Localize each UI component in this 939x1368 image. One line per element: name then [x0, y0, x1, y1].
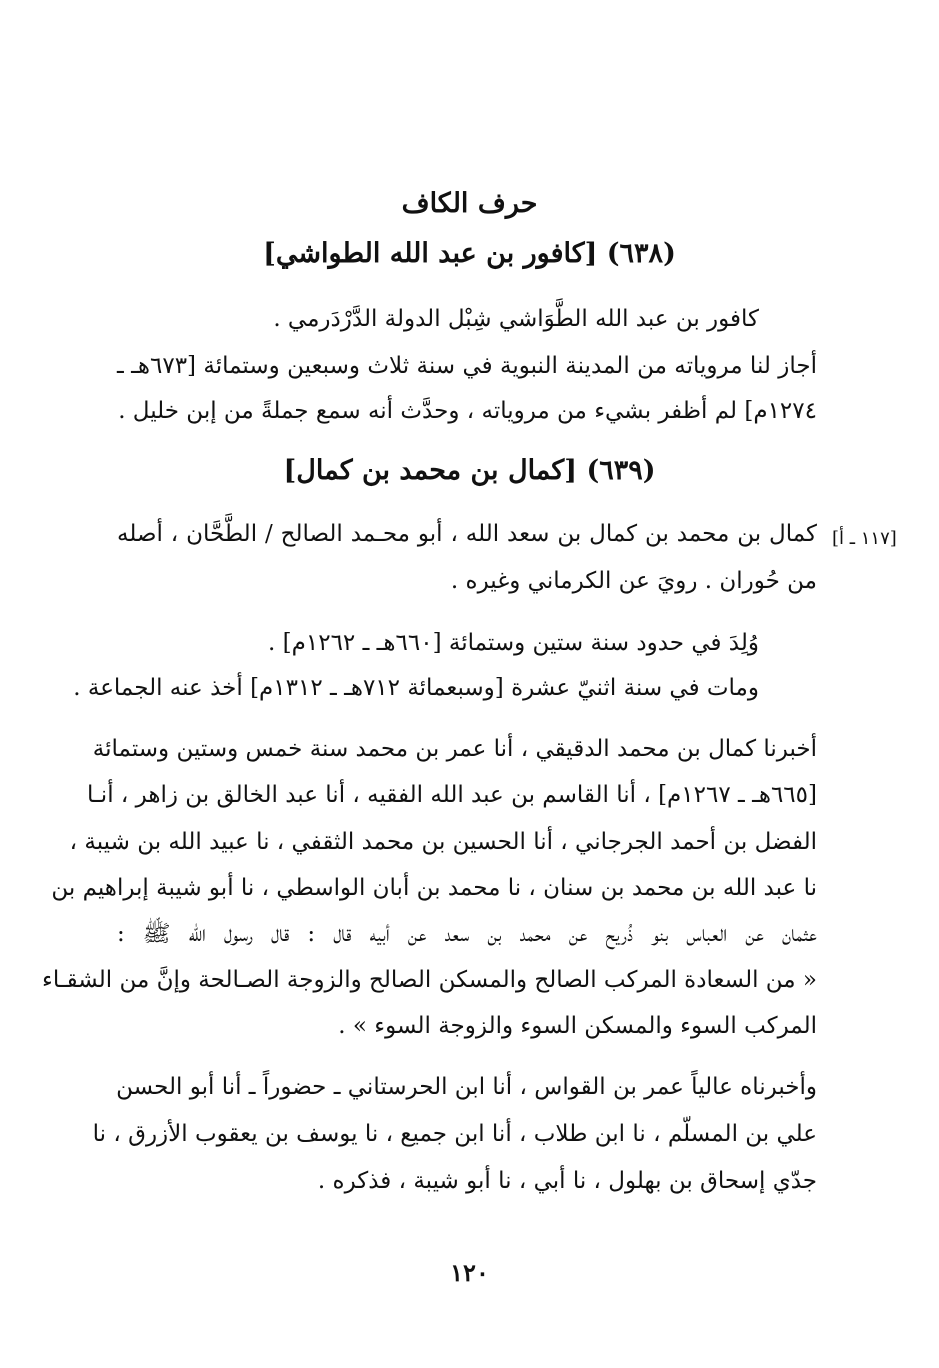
- hadith-line-2: [٦٦٥هـ ـ ١٢٦٧م] ، أنا القاسم بن عبد الله الفقيه ، أنا عبد الخالق بن زاهر ، أنـا: [87, 782, 817, 808]
- hadith-line-6: « من السعادة المركب الصالح والمسكن الصالح والزوجة الصـالحة وإنَّ من الشقـاء: [42, 967, 817, 993]
- page-number: ١٢٠: [450, 1258, 489, 1287]
- second-chain-line-1: وأخبرناه عالياً عمر بن القواس ، أنا ابن الحرستاني ـ حضوراً ـ أنا أبو الحسن: [116, 1074, 817, 1100]
- entry-639-heading: (٦٣٩) [كمال بن محمد بن كمال]: [283, 455, 656, 486]
- entry-639-death-line: ومات في سنة اثنيّ عشرة [وسبعمائة ٧١٢هـ ـ ١٣١٢م] أخذ عنه الجماعة .: [73, 675, 759, 701]
- entry-638-line-2: أجاز لنا مروياته من المدينة النبوية في سنة ثلاث وسبعين وستمائة [٦٧٣هـ ـ: [117, 353, 817, 379]
- hadith-line-1: أخبرنا كمال بن محمد الدقيقي ، أنا عمر بن محمد سنة خمس وستين وستمائة: [92, 736, 817, 762]
- entry-639-birth-line: وُلِدَ في حدود سنة ستين وستمائة [٦٦٠هـ ـ ١٢٦٢م] .: [268, 630, 759, 656]
- entry-638-line-1: كافور بن عبد الله الطَّوَاشي شِبْل الدولة الدَّرْدَرمي .: [273, 306, 759, 332]
- entry-639-bio-line-1: كمال بن محمد بن كمال بن سعد الله ، أبو محـمد الصالح / الطَّحَّان ، أصله: [117, 521, 817, 547]
- entry-638-line-3: ١٢٧٤م] لم أظفر بشيء من مروياته ، وحدَّث أنه سمع جملةً من إبن خليل .: [118, 398, 817, 424]
- hadith-line-4: نا عبد الله بن محمد بن سنان ، نا محمد بن أبان الواسطي ، نا أبو شيبة إبراهيم بن: [51, 875, 817, 901]
- second-chain-line-2: علي بن المسلّم ، نا ابن طلاب ، أنا ابن جميع ، نا يوسف بن يعقوب الأزرق ، نا: [92, 1121, 817, 1147]
- hadith-line-5: عثمان عن العباس بنو ذُريح عن محمد بن سعد عن أبيه قال : قال رسول الله ﷺ :: [117, 921, 817, 947]
- entry-639-bio-line-2: من حُوران . رويَ عن الكرماني وغيره .: [450, 568, 817, 594]
- manuscript-folio-marker: [١١٧ ـ أ]: [832, 528, 897, 549]
- entry-638-heading: (٦٣٨) [كافور بن عبد الله الطواشي]: [263, 238, 676, 269]
- chapter-title: حرف الكاف: [401, 188, 538, 219]
- hadith-line-3: الفضل بن أحمد الجرجاني ، أنا الحسين بن محمد الثقفي ، نا عبيد الله بن شيبة ،: [69, 829, 817, 855]
- hadith-line-7: المركب السوء والمسكن السوء والزوجة السوء » .: [338, 1013, 817, 1039]
- second-chain-line-3: جدّي إسحاق بن بهلول ، نا أبي ، نا أبو شيبة ، فذكره .: [317, 1168, 817, 1194]
